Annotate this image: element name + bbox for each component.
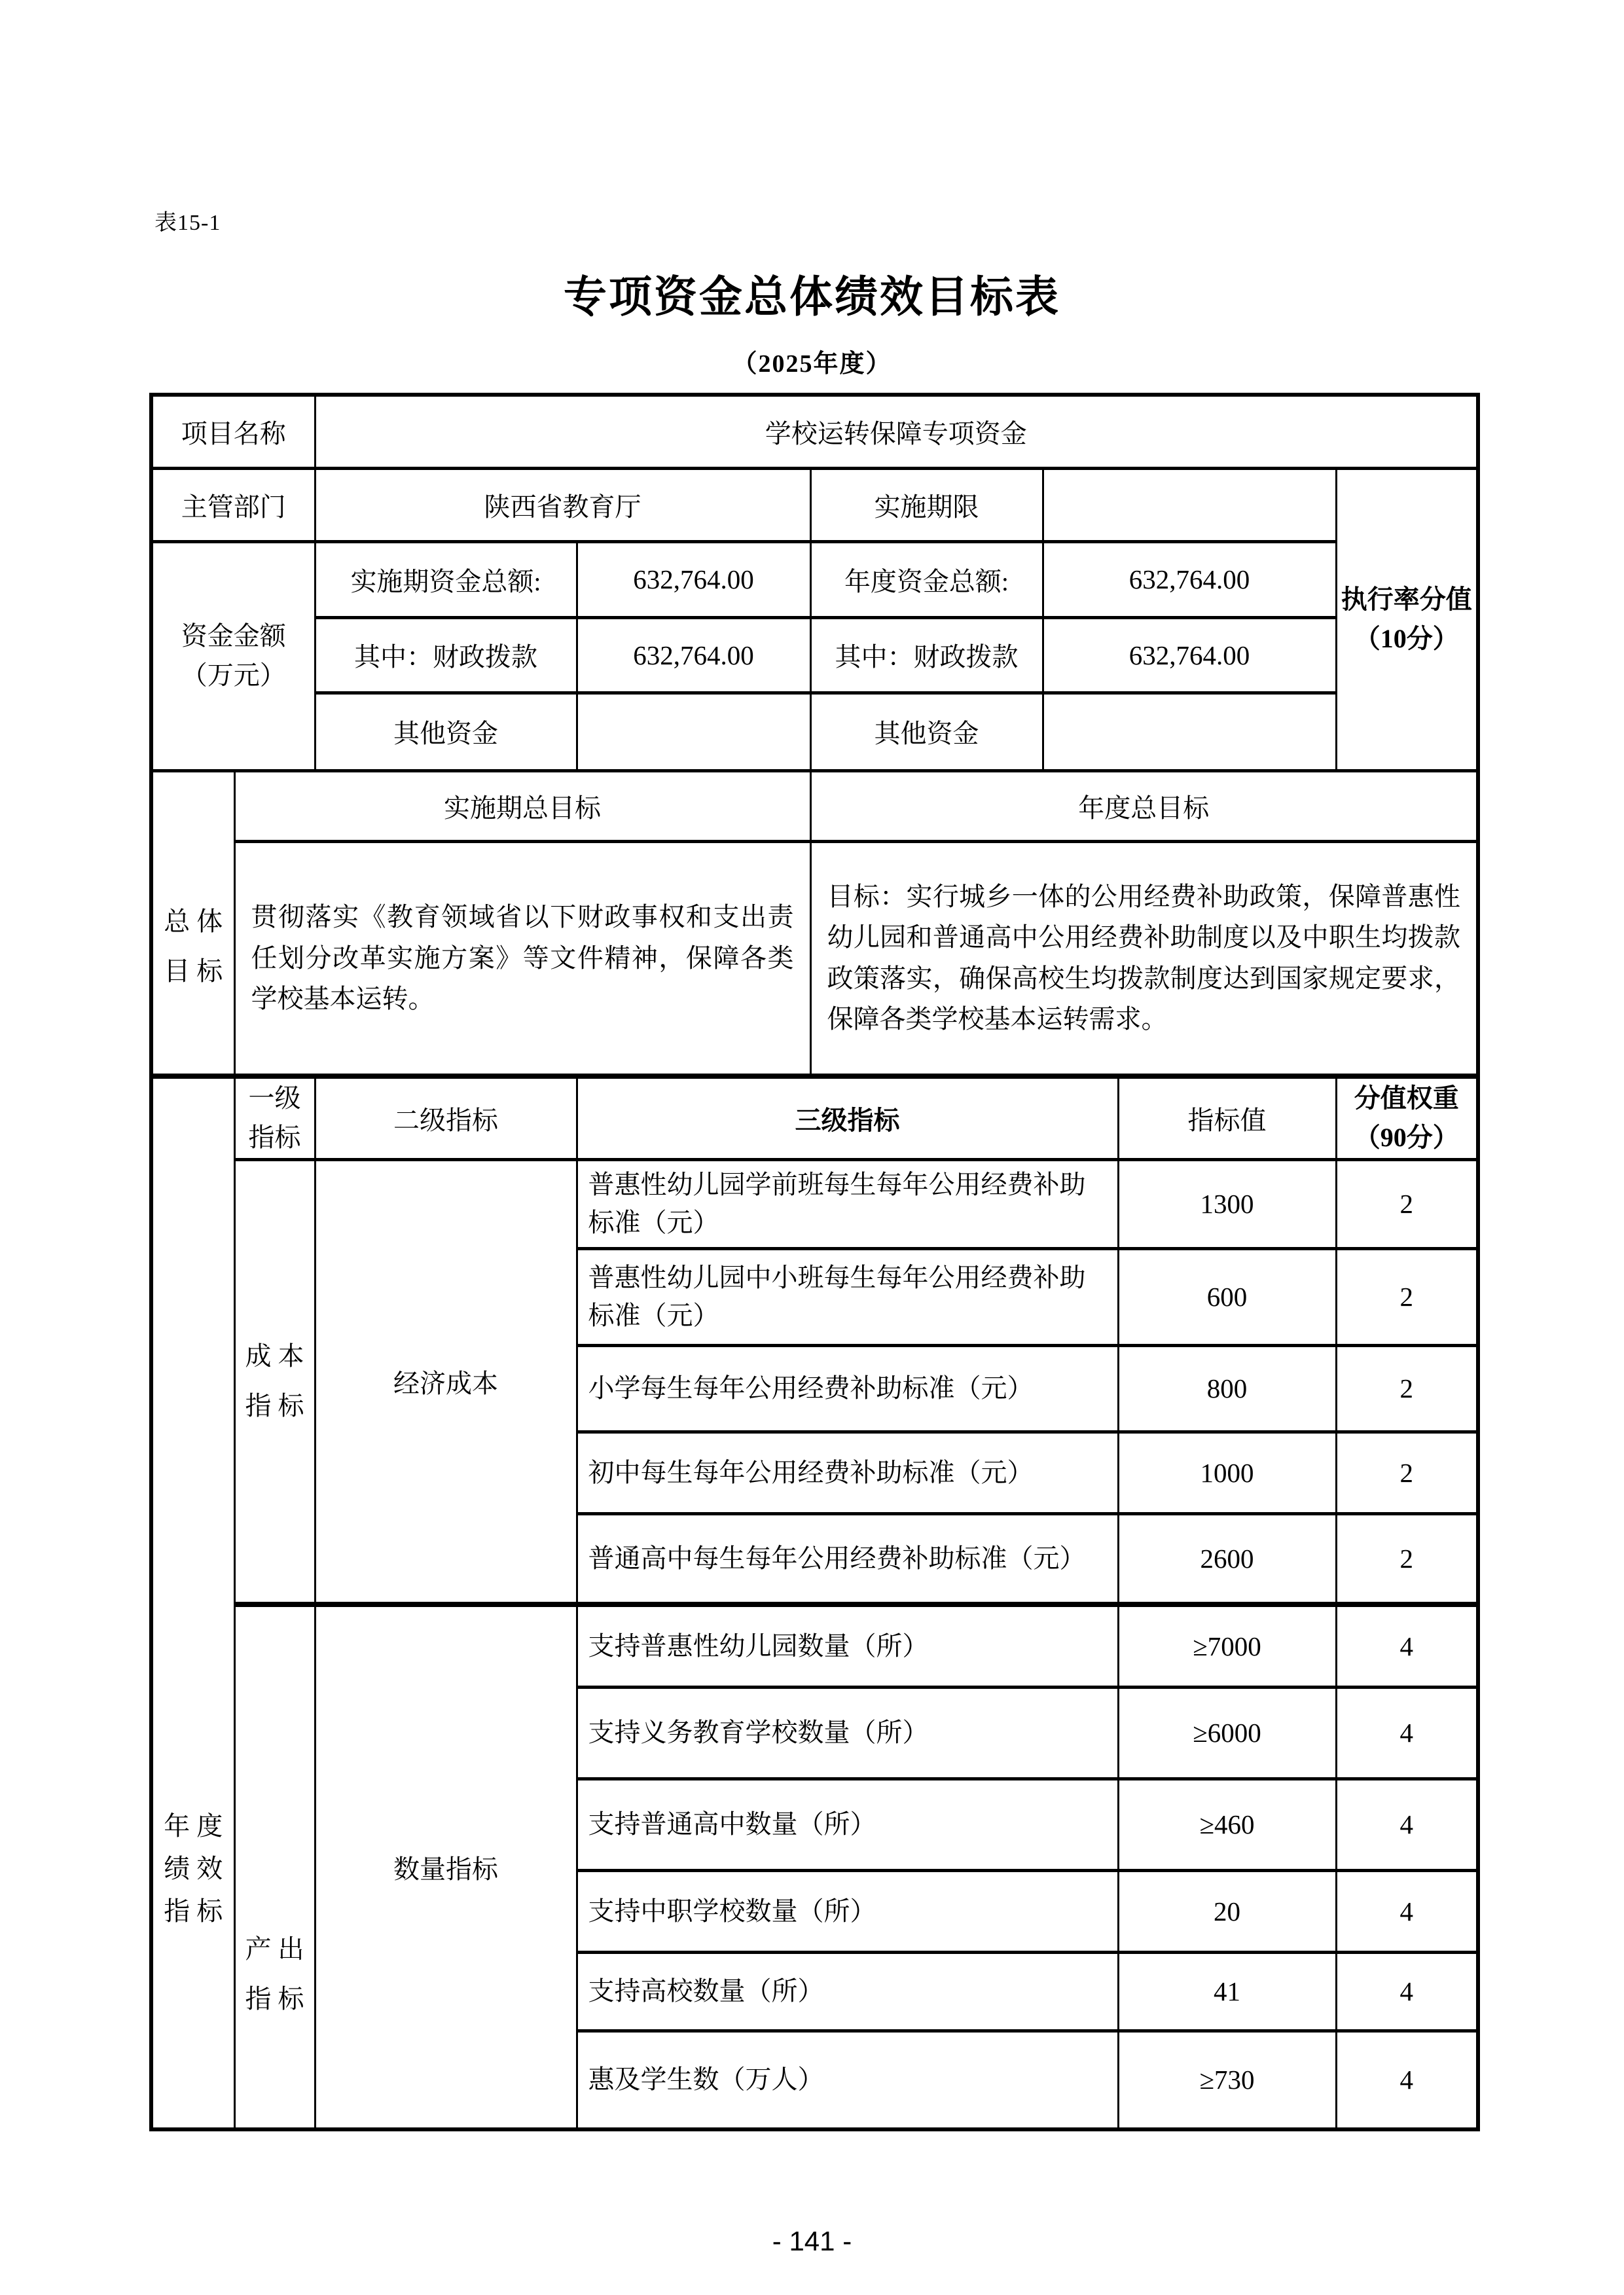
level3-indicator-header: 三级指标 — [577, 1076, 1118, 1159]
indicator-name: 支持义务教育学校数量（所） — [577, 1687, 1118, 1779]
table-row — [151, 770, 1478, 841]
level1-header-line1: 一级 — [248, 1083, 301, 1113]
page-title: 专项资金总体绩效目标表 — [564, 272, 1060, 321]
indicator-name: 初中每生每年公用经费补助标准（元） — [577, 1432, 1118, 1513]
indicator-value-header: 指标值 — [1118, 1076, 1336, 1159]
indicator-name: 支持高校数量（所） — [577, 1952, 1118, 2031]
cost-indicator-label — [234, 1159, 315, 1604]
annual-perf-label-line1: 年 度 — [164, 1811, 223, 1841]
annual-goal-text: 目标：实行城乡一体的公用经费补助政策，保障普惠性幼儿园和普通高中公用经费补助制度以及中职生均拨款政策落实，确保高校生均拨款制度达到国家规定要求，保障各类学校基本运转需求。 — [810, 841, 1478, 1076]
overall-goal-label-line2: 目 标 — [164, 956, 223, 986]
indicator-name: 支持中职学校数量（所） — [577, 1870, 1118, 1952]
indicator-value: ≥730 — [1118, 2031, 1336, 2129]
indicator-value: ≥460 — [1118, 1779, 1336, 1870]
funds-amount-label — [151, 541, 315, 770]
level1-indicator-header — [234, 1076, 315, 1159]
annual-total-label: 年度资金总额: — [810, 541, 1043, 617]
annual-performance-indicator-label — [151, 1076, 234, 2129]
indicator-name: 惠及学生数（万人） — [577, 2031, 1118, 2129]
table-code-label: 表15-1 — [154, 211, 221, 235]
output-indicator-label — [234, 1604, 315, 2129]
indicator-value: ≥6000 — [1118, 1687, 1336, 1779]
department-value: 陕西省教育厅 — [315, 468, 810, 541]
table-row — [151, 468, 1478, 541]
table-row — [151, 693, 1478, 770]
cost-label-line1: 成 本 — [245, 1341, 304, 1371]
table-row — [151, 395, 1478, 468]
indicator-header-row — [151, 1076, 1478, 1159]
annual-perf-label-line3: 指 标 — [164, 1896, 223, 1926]
execution-rate-score-line2: （10分） — [1354, 624, 1459, 653]
indicator-value: 1000 — [1118, 1432, 1336, 1513]
indicator-value: 20 — [1118, 1870, 1336, 1952]
annual-other-label: 其他资金 — [810, 693, 1043, 770]
indicator-row — [151, 1604, 1478, 1687]
impl-fiscal-value: 632,764.00 — [577, 617, 810, 693]
indicator-weight: 4 — [1336, 1779, 1478, 1870]
project-name-value: 学校运转保障专项资金 — [315, 395, 1478, 468]
indicator-name: 普惠性幼儿园学前班每生每年公用经费补助标准（元） — [577, 1159, 1118, 1248]
annual-perf-label-line2: 绩 效 — [164, 1853, 223, 1883]
weight-header-line1: 分值权重 — [1354, 1083, 1459, 1113]
output-label-line2: 指 标 — [245, 1984, 304, 2014]
impl-goal-header: 实施期总目标 — [234, 770, 810, 841]
annual-other-value — [1043, 693, 1336, 770]
indicator-weight: 4 — [1336, 1952, 1478, 2031]
funds-amount-label-line2: （万元） — [181, 660, 286, 690]
department-label: 主管部门 — [151, 468, 315, 541]
weight-header — [1336, 1076, 1478, 1159]
indicator-value: 2600 — [1118, 1513, 1336, 1604]
table-row — [151, 841, 1478, 1076]
impl-fiscal-label: 其中：财政拨款 — [315, 617, 577, 693]
indicator-weight: 2 — [1336, 1432, 1478, 1513]
impl-other-value — [577, 693, 810, 770]
indicator-value: ≥7000 — [1118, 1604, 1336, 1687]
indicator-value: 800 — [1118, 1345, 1336, 1432]
annual-fiscal-value: 632,764.00 — [1043, 617, 1336, 693]
indicator-name: 支持普惠性幼儿园数量（所） — [577, 1604, 1118, 1687]
overall-goal-label-line1: 总 体 — [164, 906, 223, 936]
indicator-weight: 4 — [1336, 1604, 1478, 1687]
level2-indicator-header: 二级指标 — [315, 1076, 577, 1159]
indicator-weight: 4 — [1336, 1687, 1478, 1779]
indicator-value: 600 — [1118, 1248, 1336, 1345]
impl-total-value: 632,764.00 — [577, 541, 810, 617]
level1-header-line2: 指标 — [248, 1123, 301, 1153]
table-row — [151, 617, 1478, 693]
page-subtitle: （2025年度） — [732, 350, 892, 378]
indicator-value: 41 — [1118, 1952, 1336, 2031]
cost-label-line2: 指 标 — [245, 1391, 304, 1421]
indicator-weight: 2 — [1336, 1345, 1478, 1432]
indicator-row — [151, 1159, 1478, 1248]
indicator-name: 普通高中每生每年公用经费补助标准（元） — [577, 1513, 1118, 1604]
indicator-weight: 4 — [1336, 1870, 1478, 1952]
impl-total-label: 实施期资金总额: — [315, 541, 577, 617]
period-label: 实施期限 — [810, 468, 1043, 541]
indicator-name: 支持普通高中数量（所） — [577, 1779, 1118, 1870]
annual-fiscal-label: 其中：财政拨款 — [810, 617, 1043, 693]
performance-target-table — [149, 393, 1480, 2131]
economic-cost-label: 经济成本 — [315, 1159, 577, 1604]
impl-other-label: 其他资金 — [315, 693, 577, 770]
indicator-name: 小学每生每年公用经费补助标准（元） — [577, 1345, 1118, 1432]
period-value — [1043, 468, 1336, 541]
quantity-indicator-label: 数量指标 — [315, 1604, 577, 2129]
annual-total-value: 632,764.00 — [1043, 541, 1336, 617]
impl-goal-text: 贯彻落实《教育领域省以下财政事权和支出责任划分改革实施方案》等文件精神，保障各类学校基本运转。 — [234, 841, 810, 1076]
indicator-weight: 2 — [1336, 1248, 1478, 1345]
execution-rate-score-line1: 执行率分值 — [1341, 585, 1472, 614]
indicator-weight: 2 — [1336, 1159, 1478, 1248]
project-name-label: 项目名称 — [151, 395, 315, 468]
annual-goal-header: 年度总目标 — [810, 770, 1478, 841]
execution-rate-score-cell — [1336, 468, 1478, 770]
output-label-line1: 产 出 — [245, 1934, 304, 1964]
table-row — [151, 541, 1478, 617]
indicator-weight: 2 — [1336, 1513, 1478, 1604]
weight-header-line2: （90分） — [1354, 1123, 1459, 1153]
overall-goal-label — [151, 770, 234, 1076]
funds-amount-label-line1: 资金金额 — [181, 621, 286, 651]
indicator-value: 1300 — [1118, 1159, 1336, 1248]
indicator-weight: 4 — [1336, 2031, 1478, 2129]
indicator-name: 普惠性幼儿园中小班每生每年公用经费补助标准（元） — [577, 1248, 1118, 1345]
page-number: - 141 - — [772, 2226, 852, 2256]
